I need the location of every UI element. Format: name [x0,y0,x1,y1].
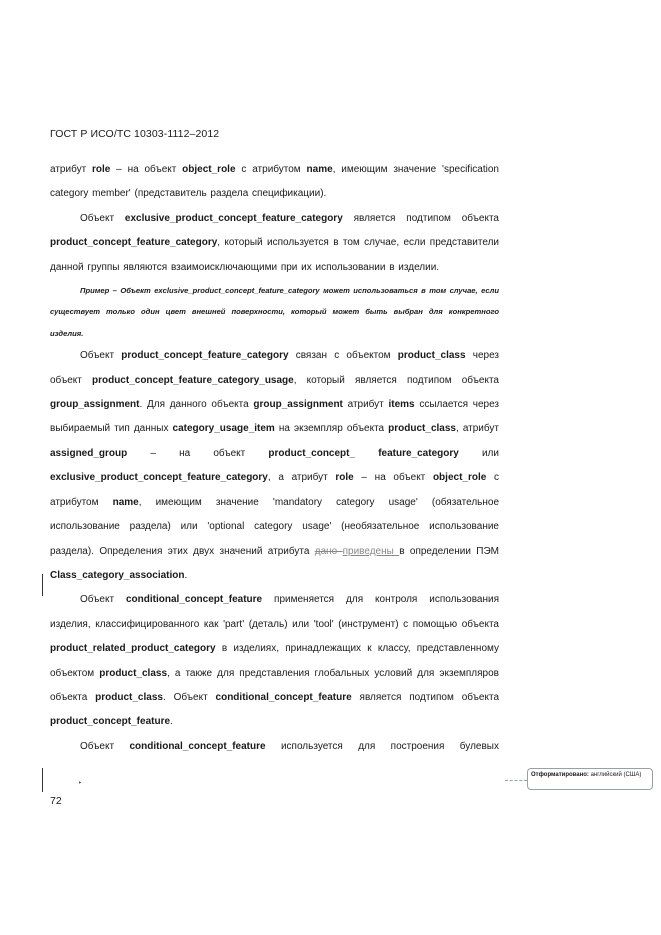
text: Объект [80,594,126,606]
term: conditional_concept_feature [125,594,263,606]
text: является подтипом объекта [351,691,500,703]
text: с атрибутом [235,164,307,175]
paragraph-1 [50,158,499,207]
format-comment-balloon[interactable] [527,768,653,790]
term: object_role [432,472,487,484]
term: role [92,164,111,175]
term: name [112,496,139,508]
term: role [335,472,354,484]
term: name [306,164,333,175]
term: Class_category_association [50,569,185,581]
change-bar [42,768,43,792]
text: – на объект [110,164,183,175]
example-note: Пример – Объект exclusive_product_concept_feature_category может использоваться в том случае, если существует только один цвет внешней поверхности, который может быть выбран для конкретного изделия. [50,286,499,338]
term: category_usage_item [172,423,275,435]
text: , а атрибут [267,472,336,484]
term: product_class [95,691,163,703]
text: – на объект [127,447,269,459]
text: применяется для контроля использования изделия, классифицированного как 'part' (деталь) или 'tool' (инструмент) с помощью объекта [50,594,499,630]
comment-value: английский (США) [588,772,642,778]
paragraph-2 [50,207,499,280]
text: является подтипом объекта [342,212,499,224]
text: , который используется в том случае, если представители данной группы являются взаимоисключающими при их использовании в изделии. [50,237,499,273]
text: , имеющим значение 'mandatory category usage' (обязательное использование раздела) или 'optional category usage' (необязательное использование раздела). Определения этих двух значений атрибута [50,496,500,557]
term: product_concept_ feature_category [268,447,459,459]
text: связан с объектом [288,350,398,362]
page-number: 72 [50,795,62,807]
text: в изделиях, принадлежащих к классу, представленному объектом [50,643,499,679]
term: product_class [397,350,466,362]
tracked-deletion: дано [314,545,343,557]
term: group_assignment [50,399,140,411]
text: используется для построения булевых [265,740,499,752]
term: exclusive_product_concept_feature_category [50,472,268,484]
term: product_concept_feature_category_usage [91,374,294,386]
text: атрибут [50,164,92,175]
caret-mark-icon: ‣ [78,780,83,787]
text: . Объект [162,691,216,703]
text: через объект [50,350,499,386]
paragraph-4 [50,588,499,734]
text: на экземпляр объекта [274,423,389,435]
text: , который является подтипом объекта [293,374,499,386]
term: exclusive_product_concept_feature_category [124,212,343,224]
text: Объект [80,212,125,224]
term: product_concept_feature [50,716,171,728]
term: product_class [388,423,456,435]
term: product_related_product_category [50,643,216,655]
text: – на объект [353,472,433,484]
comment-label: Отформатировано: [531,772,589,778]
term: assigned_group [50,447,128,459]
term: object_role [182,164,236,175]
term: group_assignment [253,399,343,411]
text: атрибут [342,399,389,411]
text: Объект [80,740,130,752]
text: , атрибут [455,423,499,435]
paragraph-3 [50,344,499,588]
term: conditional_concept_feature [215,691,352,703]
standard-header: ГОСТ Р ИСО/ТС 10303-1112–2012 [50,128,220,140]
term: product_concept_feature_category [50,237,218,249]
text: в определении ПЭМ [399,545,499,557]
change-bar [42,574,43,596]
text: . [170,716,173,728]
term: product_concept_feature_category [121,350,289,362]
term: product_class [99,667,168,679]
term: items [388,399,415,411]
text: , имеющим значение 'specification category member' (представитель раздела спецификации). [50,164,499,200]
document-body [50,158,499,759]
text: Объект [80,350,122,362]
term: conditional_concept_feature [129,740,266,752]
text: . Для данного объекта [139,399,254,411]
text: ссылается через выбираемый тип данных [50,399,499,435]
tracked-insertion: приведены [342,545,400,557]
paragraph-5 [50,735,499,759]
text: . [184,569,188,581]
text: с атрибутом [50,472,499,508]
text: или [458,447,499,459]
comment-connector [505,780,527,782]
text: , а также для представления глобальных условий для экземпляров объекта [50,667,499,703]
